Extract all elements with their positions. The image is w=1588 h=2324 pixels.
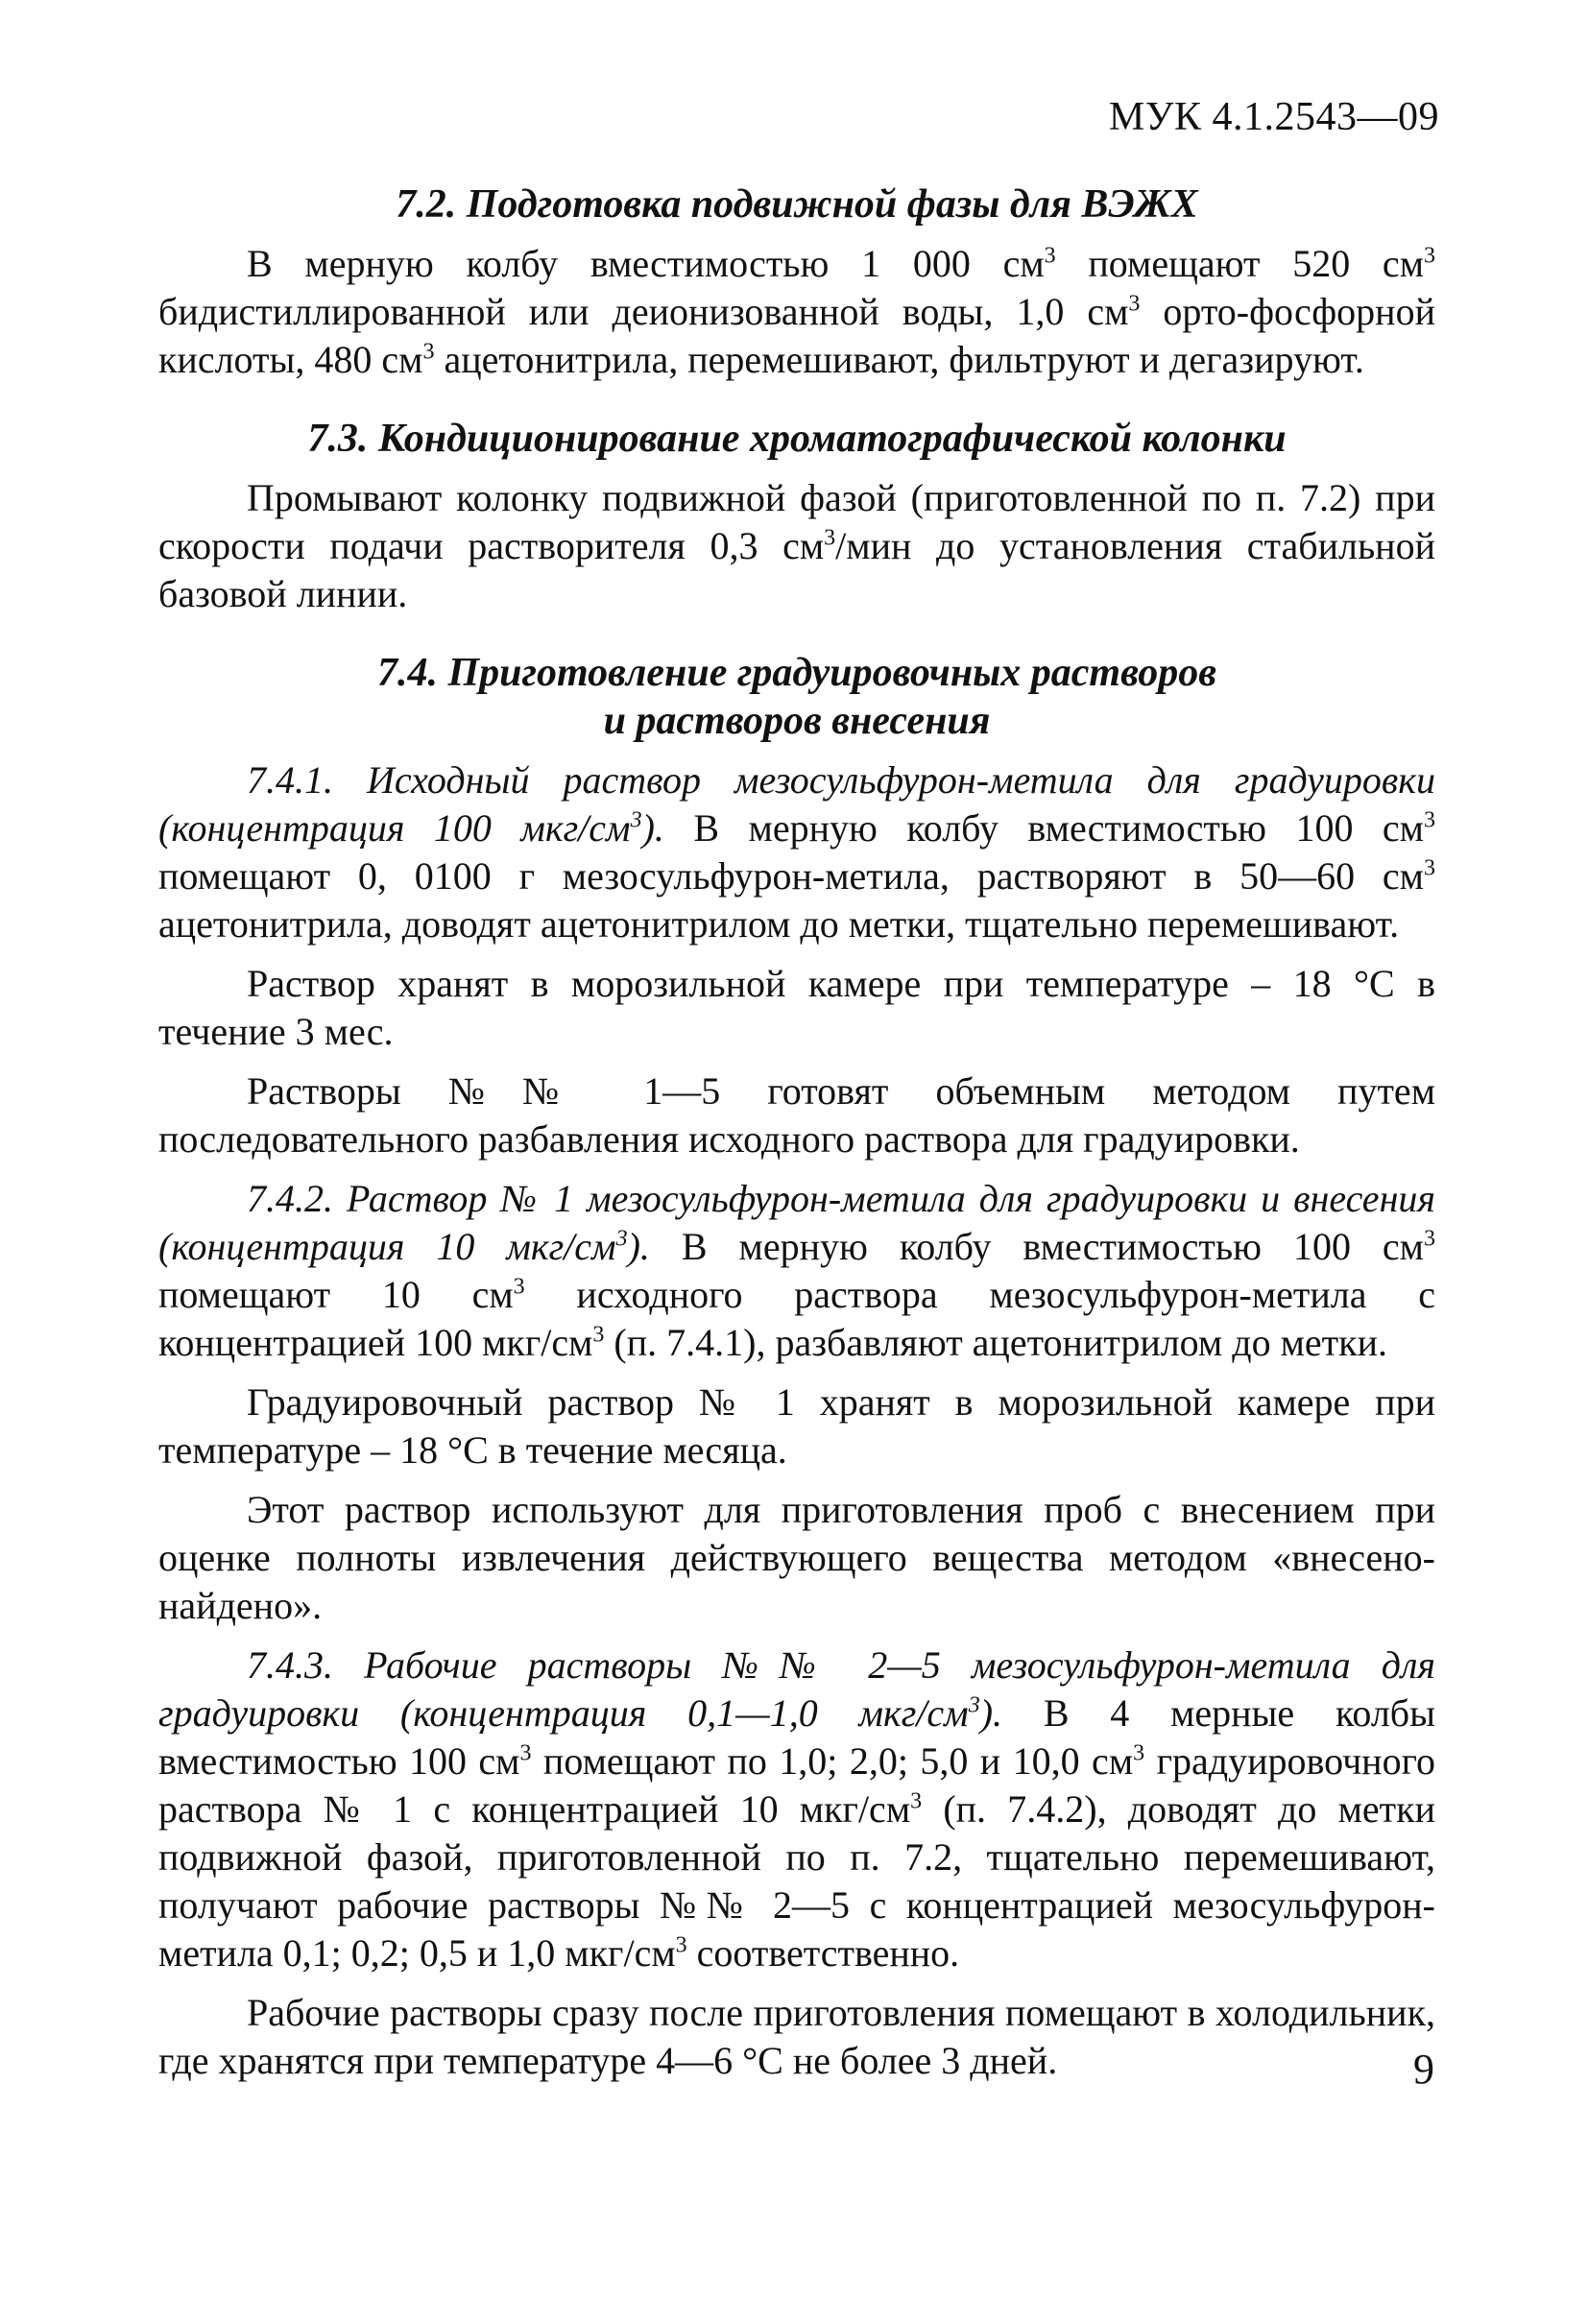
superscript: 3	[1424, 855, 1435, 881]
text-run: помещают 520 см	[1055, 242, 1425, 285]
text-run: бидистиллированной или деионизованной воды, 1,0 см	[158, 290, 1129, 333]
section-7-4-3-paragraph	[158, 1641, 1435, 1977]
text-run: /мин до установления стабильной базовой линии.	[158, 524, 1435, 615]
text-run: исходного раствора мезосульфурон-метила с концентрацией 100 мкг/см	[158, 1273, 1436, 1364]
text-run: (п. 7.4.2), доводят до метки подвижной фазой, приготовленной по п. 7.2, тщательно перемешивают, получают рабочие растворы №№ 2—5 с концентрацией мезосульфурон-метила 0,1; 0,2; 0,5 и 1,0 мкг/см	[158, 1787, 1435, 1975]
subsection-title: 7.4.1. Исходный раствор мезосульфурон-метила для градуировки (концентрация 100 мкг/см	[158, 758, 1435, 850]
superscript: 3	[615, 1226, 628, 1252]
superscript: 3	[824, 525, 836, 551]
section-7-4-1-paragraph	[158, 756, 1435, 948]
superscript: 3	[1044, 243, 1056, 269]
text-run: В мерную колбу вместимостью 100 см	[649, 1225, 1424, 1268]
heading-line: и растворов внесения	[603, 699, 991, 743]
superscript: 3	[513, 1274, 525, 1300]
section-7-2-paragraph	[158, 240, 1435, 384]
text-run: орто-фосфорной кислоты, 480 см	[158, 290, 1435, 381]
section-7-4-heading	[158, 649, 1435, 745]
superscript: 3	[1424, 807, 1435, 833]
section-7-4-2-paragraph	[158, 1175, 1435, 1367]
subsection-title-end: ).	[641, 806, 664, 850]
subsection-title: 7.4.2. Раствор № 1 мезосульфурон-метила для градуировки и внесения (концентрация 10 мкг/см	[158, 1177, 1435, 1268]
subsection-title-end: ).	[979, 1691, 1003, 1735]
paragraph-series-preparation: Растворы №№ 1—5 готовят объемным методом путем последовательного разбавления исходного раствора для градуировки.	[158, 1069, 1435, 1161]
text-run: ацетонитрила, доводят ацетонитрилом до метки, тщательно перемешивают.	[158, 902, 1400, 946]
superscript: 3	[630, 807, 642, 833]
superscript: 3	[675, 1932, 687, 1958]
subsection-title: 7.4.3. Рабочие растворы №№ 2—5 мезосульфурон-метила для градуировки (концентрация 0,1—1,0 мкг/см	[158, 1643, 1435, 1735]
subsection-title-end: ).	[627, 1225, 650, 1268]
text-run: Промывают колонку подвижной фазой (приготовленной по п. 7.2) при скорости подачи растворителя 0,3 см	[158, 476, 1435, 567]
superscript: 3	[592, 1322, 605, 1348]
document-code: МУК 4.1.2543—09	[1108, 95, 1439, 139]
heading-line: 7.4. Приготовление градуировочных растворов	[376, 651, 1217, 695]
text-run: помещают 10 см	[158, 1273, 514, 1316]
document-body	[158, 180, 1435, 2096]
text-run: ацетонитрила, перемешивают, фильтруют и дегазируют.	[434, 338, 1364, 381]
text-run: помещают по 1,0; 2,0; 5,0 и 10,0 см	[531, 1739, 1134, 1783]
superscript: 3	[910, 1788, 923, 1814]
paragraph-storage-solution-1: Градуировочный раствор № 1 хранят в морозильной камере при температуре – 18 °С в течение месяца.	[158, 1380, 1435, 1472]
text-run: В мерную колбу вместимостью 100 см	[663, 806, 1424, 850]
text-run: соответственно.	[686, 1931, 960, 1975]
text-run: помещают 0, 0100 г мезосульфурон-метила, растворяют в 50—60 см	[158, 854, 1424, 898]
section-7-2-heading: 7.2. Подготовка подвижной фазы для ВЭЖХ	[396, 182, 1198, 227]
text-run: (п. 7.4.1), разбавляют ацетонитрилом до метки.	[604, 1321, 1387, 1364]
superscript: 3	[422, 339, 435, 365]
superscript: 3	[968, 1692, 980, 1718]
superscript: 3	[1128, 291, 1141, 317]
section-7-3-paragraph	[158, 474, 1435, 618]
paragraph-storage-working: Рабочие растворы сразу после приготовления помещают в холодильник, где хранятся при температуре 4—6 °С не более 3 дней.	[158, 1991, 1435, 2082]
section-7-3-heading: 7.3. Кондиционирование хроматографической колонки	[307, 417, 1287, 461]
superscript: 3	[519, 1740, 532, 1766]
page-number: 9	[1413, 2046, 1434, 2093]
superscript: 3	[1424, 243, 1436, 269]
text-run: градуировочного раствора № 1 с концентрацией 10 мкг/см	[158, 1739, 1435, 1831]
paragraph-usage-solution-1: Этот раствор используют для приготовления проб с внесением при оценке полноты извлечения действующего вещества методом «внесено-найдено».	[158, 1488, 1435, 1627]
superscript: 3	[1133, 1740, 1145, 1766]
paragraph-storage-stock: Раствор хранят в морозильной камере при температуре – 18 °С в течение 3 мес.	[158, 962, 1435, 1053]
text-run: В мерную колбу вместимостью 1 000 см	[247, 242, 1045, 285]
text-run: В 4 мерные колбы вместимостью 100 см	[158, 1691, 1436, 1783]
superscript: 3	[1424, 1226, 1435, 1252]
